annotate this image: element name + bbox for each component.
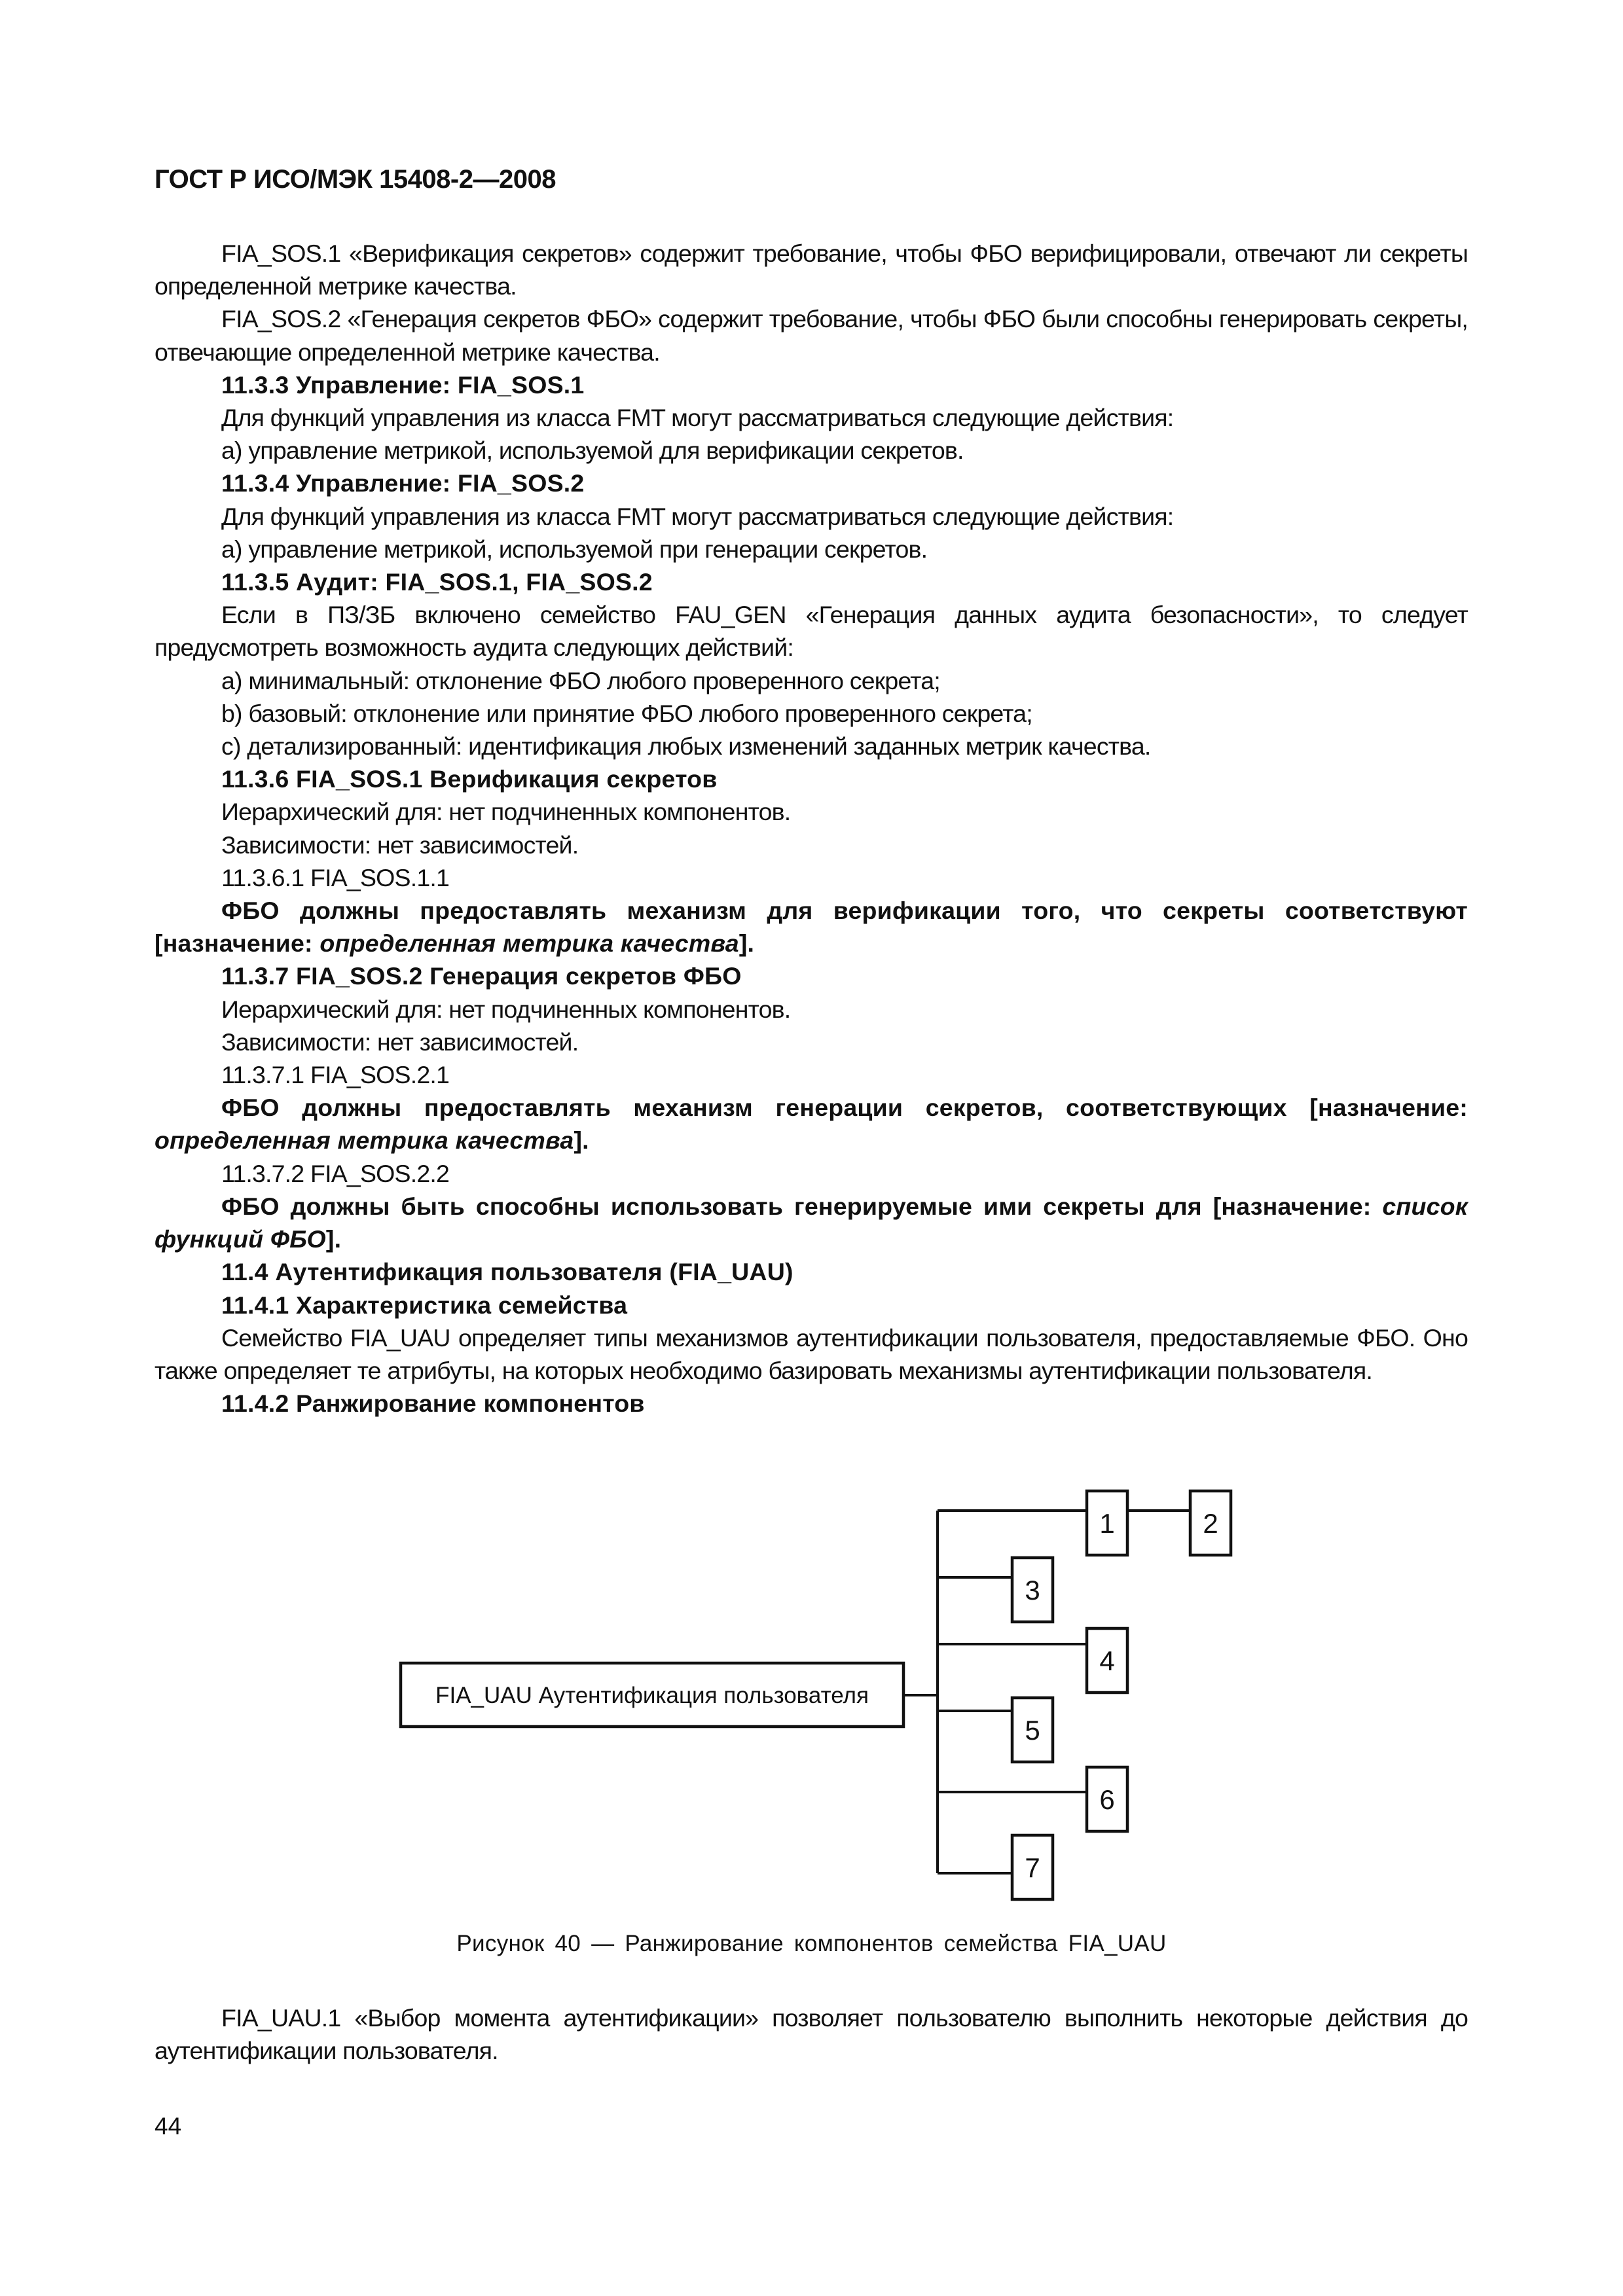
requirement-part: ]. — [574, 1126, 589, 1155]
component-box-3 — [1012, 1558, 1053, 1622]
component-label: 2 — [1203, 1508, 1218, 1539]
paragraph: Для функций управления из класса FMT могут рассматриваться следующие действия: — [221, 502, 1174, 530]
list-item: a) минимальный: отклонение ФБО любого проверенного секрета; — [221, 666, 940, 694]
component-box-7 — [1012, 1835, 1053, 1899]
component-label: 1 — [1099, 1508, 1115, 1539]
paragraph: FIA_SOS.2 «Генерация секретов ФБО» содержит требование, чтобы ФБО были способны генерировать секреты, отвечающие определенной метрике качества. — [155, 305, 1468, 366]
family-box-label: FIA_UAU Аутентификация пользователя — [435, 1683, 869, 1708]
component-label: 5 — [1025, 1715, 1040, 1746]
element-id: 11.3.7.2 FIA_SOS.2.2 — [221, 1159, 450, 1187]
section-heading: 11.4.1 Характеристика семейства — [221, 1291, 628, 1319]
requirement-part: ]. — [325, 1225, 342, 1253]
component-box-6 — [1087, 1767, 1127, 1831]
element-id: 11.3.6.1 FIA_SOS.1.1 — [221, 863, 450, 891]
figure-caption: Рисунок 40 — Ранжирование компонентов семейства FIA_UAU — [456, 1931, 1167, 1956]
paragraph: Зависимости: нет зависимостей. — [221, 1028, 579, 1056]
component-box-1 — [1087, 1491, 1127, 1555]
list-item: a) управление метрикой, используемой при генерации секретов. — [221, 535, 928, 563]
section-heading: 11.3.4 Управление: FIA_SOS.2 — [221, 469, 585, 497]
component-label: 4 — [1099, 1645, 1115, 1676]
paragraph: FIA_SOS.1 «Верификация секретов» содержит требование, чтобы ФБО верифицировали, отвечают ли секреты определенной метрике качества. — [155, 240, 1468, 300]
component-label: 7 — [1025, 1852, 1040, 1883]
section-heading: 11.3.7 FIA_SOS.2 Генерация секретов ФБО — [221, 962, 742, 990]
body-text-after-figure — [155, 2001, 1468, 2067]
paragraph: Семейство FIA_UAU определяет типы механизмов аутентификации пользователя, предоставляемые ФБО. Оно также определяет те атрибуты, на которых необходимо базировать механизмы аутентификации пользователя. — [155, 1323, 1468, 1384]
element-id: 11.3.7.1 FIA_SOS.2.1 — [221, 1061, 450, 1089]
paragraph: FIA_UAU.1 «Выбор момента аутентификации» позволяет пользователю выполнить некоторые действия до аутентификации пользователя. — [155, 2004, 1468, 2065]
requirement-assignment: определенная метрика качества — [319, 929, 739, 958]
paragraph: Для функций управления из класса FMT могут рассматриваться следующие действия: — [221, 404, 1174, 432]
list-item: a) управление метрикой, используемой для верификации секретов. — [221, 437, 964, 465]
page-number: 44 — [155, 2113, 182, 2140]
requirement-part: ФБО должны предоставлять механизм для верификации того, что секреты соответствуют [назначение: — [155, 897, 1468, 958]
document-header: ГОСТ Р ИСО/МЭК 15408-2—2008 — [155, 165, 556, 194]
requirement-part: ФБО должны быть способны использовать генерируемые ими секреты для [назначение: — [221, 1192, 1383, 1220]
paragraph: Иерархический для: нет подчиненных компонентов. — [221, 798, 791, 826]
section-heading: 11.4.2 Ранжирование компонентов — [221, 1390, 645, 1418]
section-heading: 11.4 Аутентификация пользователя (FIA_UAU) — [221, 1258, 793, 1286]
component-label: 6 — [1099, 1784, 1115, 1815]
requirement-part: ФБО должны предоставлять механизм генерации секретов, соответствующих [назначение: — [221, 1094, 1468, 1122]
section-heading: 11.3.6 FIA_SOS.1 Верификация секретов — [221, 765, 718, 793]
component-label: 3 — [1025, 1575, 1040, 1605]
family-box — [401, 1663, 903, 1727]
requirement-assignment: определенная метрика качества — [155, 1126, 574, 1155]
component-box-4 — [1087, 1628, 1127, 1693]
requirement-assignment: список функций ФБО — [155, 1192, 1468, 1253]
section-heading: 11.3.5 Аудит: FIA_SOS.1, FIA_SOS.2 — [221, 568, 653, 596]
list-item: c) детализированный: идентификация любых изменений заданных метрик качества. — [221, 732, 1151, 761]
component-box-2 — [1190, 1491, 1231, 1555]
list-item: b) базовый: отклонение или принятие ФБО любого проверенного секрета; — [221, 699, 1032, 727]
paragraph: Иерархический для: нет подчиненных компонентов. — [221, 995, 791, 1023]
paragraph: Зависимости: нет зависимостей. — [221, 831, 579, 859]
requirement-part: ]. — [739, 929, 755, 958]
section-heading: 11.3.3 Управление: FIA_SOS.1 — [221, 370, 585, 399]
paragraph: Если в ПЗ/ЗБ включено семейство FAU_GEN «Генерация данных аудита безопасности», то следует предусмотреть возможность аудита следующих действий: — [155, 601, 1468, 662]
component-box-5 — [1012, 1698, 1053, 1762]
